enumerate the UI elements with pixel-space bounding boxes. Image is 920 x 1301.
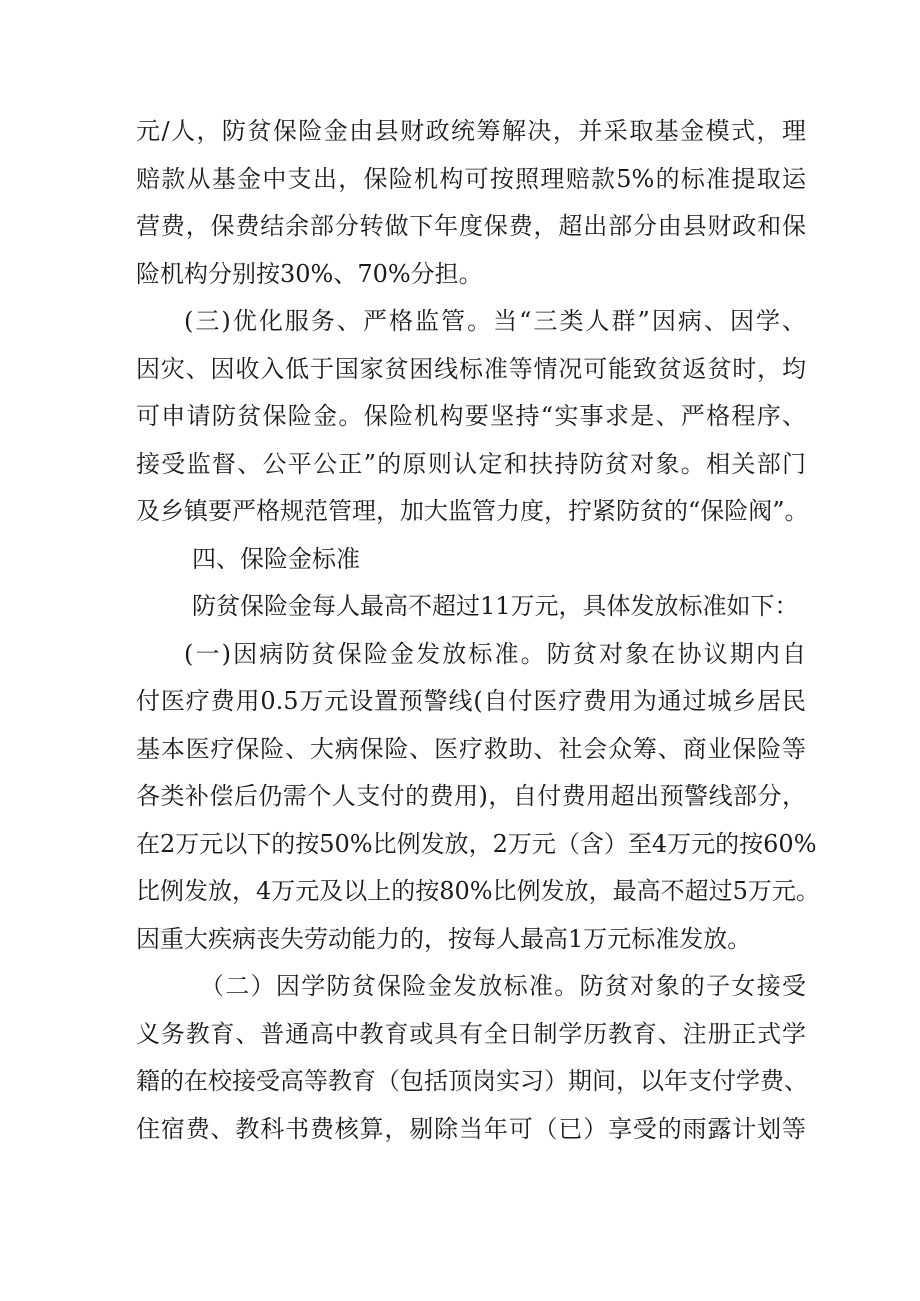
paragraph-line: 营费，保费结余部分转做下年度保费，超出部分由县财政和保 — [136, 212, 806, 240]
paragraph-line: 比例发放，4万元及以上的按80%比例发放，最高不超过5万元。 — [136, 877, 820, 905]
paragraph-line: 住宿费、教科书费核算，剔除当年可（已）享受的雨露计划等 — [136, 1114, 806, 1143]
paragraph-line: 因重大疾病丧失劳动能力的，按每人最高1万元标准发放。 — [136, 924, 752, 953]
paragraph-line: （二）因学防贫保险金发放标准。防贫对象的子女接受 — [200, 972, 806, 1000]
document-body — [136, 108, 820, 1153]
paragraph-line: 元/人，防贫保险金由县财政统筹解决，并采取基金模式，理 — [136, 117, 806, 145]
paragraph-line: 及乡镇要严格规范管理，加大监管力度，拧紧防贫的“保险阀”。 — [136, 497, 809, 525]
paragraph-line: (一)因病防贫保险金发放标准。防贫对象在协议期内自 — [184, 639, 806, 668]
paragraph-line: 各类补偿后仍需个人支付的费用)，自付费用超出预警线部分， — [136, 782, 806, 810]
paragraph-line: 付医疗费用0.5万元设置预警线(自付医疗费用为通过城乡居民 — [136, 687, 806, 715]
section-heading: 四、保险金标准 — [192, 544, 360, 573]
paragraph-line: 在2万元以下的按50%比例发放，2万元（含）至4万元的按60% — [136, 829, 817, 858]
paragraph-line: 可申请防贫保险金。保险机构要坚持“实事求是、严格程序、 — [136, 402, 806, 430]
paragraph-line: (三)优化服务、严格监管。当“三类人群”因病、因学、 — [184, 307, 806, 335]
paragraph-line: 接受监督、公平公正”的原则认定和扶持防贫对象。相关部门 — [136, 449, 806, 478]
paragraph-line: 基本医疗保险、大病保险、医疗救助、社会众筹、商业保险等 — [136, 734, 806, 763]
paragraph-line: 赔款从基金中支出，保险机构可按照理赔款5%的标准提取运 — [136, 164, 806, 193]
paragraph-line: 籍的在校接受高等教育（包括顶岗实习）期间，以年支付学费、 — [136, 1067, 808, 1095]
paragraph-line: 因灾、因收入低于国家贫困线标准等情况可能致贫返贫时，均 — [136, 354, 806, 383]
paragraph-line: 险机构分别按30%、70%分担。 — [136, 259, 483, 288]
paragraph-line: 防贫保险金每人最高不超过11万元，具体发放标准如下： — [192, 592, 799, 620]
paragraph-line: 义务教育、普通高中教育或具有全日制学历教育、注册正式学 — [136, 1019, 806, 1048]
